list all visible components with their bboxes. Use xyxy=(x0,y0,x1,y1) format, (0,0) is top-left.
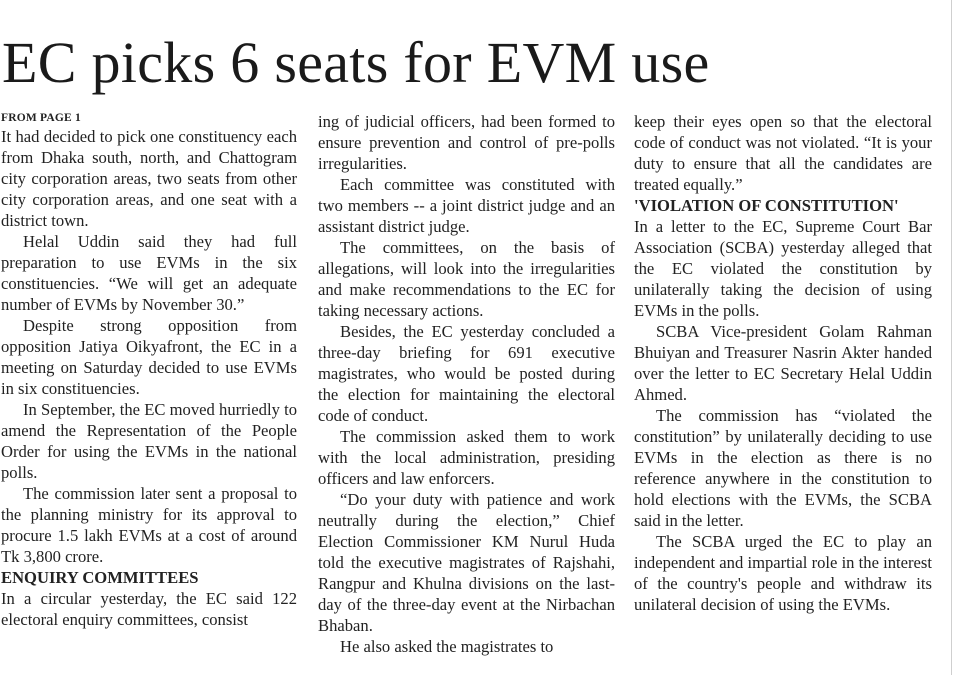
subheading: 'VIOLATION OF CONSTITUTION' xyxy=(634,196,899,215)
paragraph: Helal Uddin said they had full preparation to use EVMs in the six constituencies. “We will get an adequate number of EVMs by November 30.” xyxy=(1,232,297,314)
paragraph: “Do your duty with patience and work neutrally during the election,” Chief Election Commissioner KM Nurul Huda told the executive magistrates of Rajshahi, Rangpur and Khulna divisions on the last-day of the three-day event at the Nirbachan Bhaban. xyxy=(318,490,615,635)
column-rule xyxy=(951,0,952,675)
paragraph: Despite strong opposition from opposition Jatiya Oikyafront, the EC in a meeting on Saturday decided to use EVMs in six constituencies. xyxy=(1,316,297,398)
kicker: FROM PAGE 1 xyxy=(1,112,81,124)
paragraph: It had decided to pick one constituency each from Dhaka south, north, and Chattogram city corporation areas, two seats from other city corporation areas, and one seat with a district town. xyxy=(1,127,297,230)
subheading: ENQUIRY COMMITTEES xyxy=(1,568,199,587)
paragraph: Each committee was constituted with two members -- a joint district judge and an assistant district judge. xyxy=(318,175,615,236)
paragraph: In September, the EC moved hurriedly to amend the Representation of the People Order for using the EVMs in the national polls. xyxy=(1,400,297,482)
paragraph: The commission asked them to work with the local administration, presiding officers and law enforcers. xyxy=(318,427,615,488)
previous-article-fragment xyxy=(0,0,954,8)
paragraph: In a circular yesterday, the EC said 122 electoral enquiry committees, consist xyxy=(1,589,297,629)
paragraph: The commission has “violated the constitution” by unilaterally deciding to use EVMs in the election as there is no reference anywhere in the constitution to hold elections with the EVMs, the SCBA said in the letter. xyxy=(634,406,932,530)
article-column-3 xyxy=(634,111,932,615)
paragraph: SCBA Vice-president Golam Rahman Bhuiyan and Treasurer Nasrin Akter handed over the letter to EC Secretary Helal Uddin Ahmed. xyxy=(634,322,932,404)
article-column-1 xyxy=(1,110,297,630)
paragraph: Besides, the EC yesterday concluded a three-day briefing for 691 executive magistrates, who would be posted during the election for maintaining the electoral code of conduct. xyxy=(318,322,615,425)
headline: EC picks 6 seats for EVM use xyxy=(2,30,710,95)
paragraph: The SCBA urged the EC to play an independent and impartial role in the interest of the country's people and withdraw its unilateral decision of using the EVMs. xyxy=(634,532,932,614)
paragraph: ing of judicial officers, had been formed to ensure prevention and control of pre-polls irregularities. xyxy=(318,112,615,173)
article-column-2 xyxy=(318,111,615,657)
paragraph: He also asked the magistrates to xyxy=(340,637,554,656)
paragraph: In a letter to the EC, Supreme Court Bar Association (SCBA) yesterday alleged that the EC violated the constitution by unilaterally taking the decision of using EVMs in the polls. xyxy=(634,217,932,320)
paragraph: The commission later sent a proposal to the planning ministry for its approval to procure 1.5 lakh EVMs at a cost of around Tk 3,800 crore. xyxy=(1,484,297,566)
paragraph: The committees, on the basis of allegations, will look into the irregularities and make recommendations to the EC for taking necessary actions. xyxy=(318,238,615,320)
paragraph: keep their eyes open so that the electoral code of conduct was not violated. “It is your duty to ensure that all the candidates are treated equally.” xyxy=(634,112,932,194)
